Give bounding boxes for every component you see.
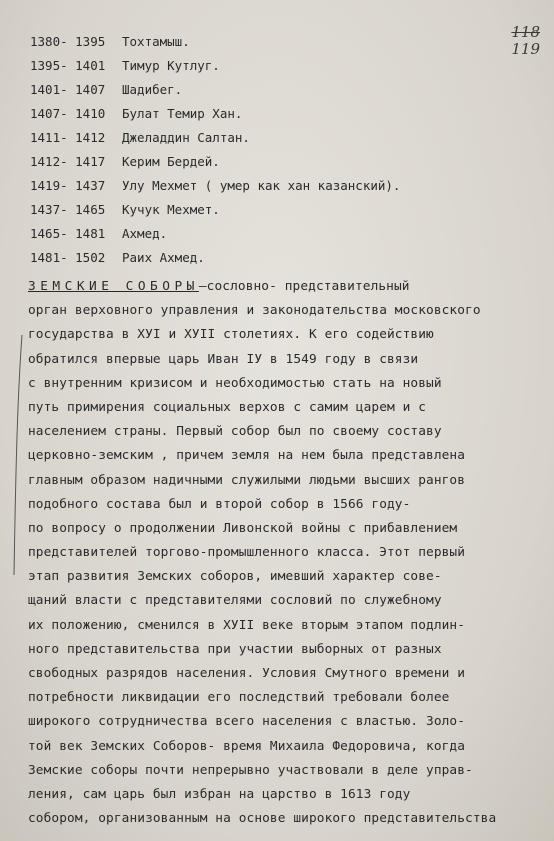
ruler-list bbox=[30, 30, 400, 270]
article-body bbox=[28, 275, 538, 831]
article-heading: ЗЕМСКИЕ СОБОРЫ bbox=[28, 279, 199, 294]
article-line: главным образом надичными служилыми людьми высших рангов bbox=[28, 472, 466, 488]
article-line: ЗЕМСКИЕ СОБОРЫ—сословно- представительный bbox=[28, 279, 410, 294]
article-line: представителей торгово-промышленного класса. Этот первый bbox=[28, 545, 466, 561]
article-line: населением страны. Первый собор был по своему составу bbox=[28, 424, 442, 440]
article-line: их положению, сменился в ХУII веке вторым этапом подлин- bbox=[28, 617, 466, 633]
struck-page-number: 118 bbox=[511, 23, 540, 41]
article-line: подобного состава был и второй собор в 1566 году- bbox=[28, 496, 411, 512]
ruler-row: 1380- 1395 Тохтамыш. bbox=[30, 34, 190, 49]
ruler-row: 1465- 1481 Ахмед. bbox=[30, 226, 168, 241]
article-line: церковно-земским , причем земля на нем была представлена bbox=[28, 448, 466, 464]
ruler-row: 1419- 1437 Улу Мехмет ( умер как хан казанский). bbox=[30, 178, 401, 193]
article-line: этап развития Земских соборов, имевший характер сове- bbox=[28, 569, 442, 585]
article-line: путь примирения социальных верхов с самим царем и с bbox=[28, 399, 427, 415]
article-line: обратился впервые царь Иван IУ в 1549 году в связи bbox=[28, 351, 419, 367]
current-page-number: 119 bbox=[511, 40, 540, 58]
article-line: Земские соборы почти непрерывно участвовали в деле управ- bbox=[28, 762, 473, 778]
ruler-row: 1407- 1410 Булат Темир Хан. bbox=[30, 106, 243, 121]
margin-pencil-mark bbox=[10, 330, 30, 580]
article-line: государства в ХУI и ХУII столетиях. К его содействию bbox=[28, 327, 434, 343]
article-line: щаний власти с представителями сословий по служебному bbox=[28, 593, 442, 609]
article-line: орган верховного управления и законодательства московского bbox=[28, 303, 481, 319]
article-line: ного представительства при участии выборных от разных bbox=[28, 641, 442, 657]
ruler-row: 1437- 1465 Кучук Мехмет. bbox=[30, 202, 220, 217]
ruler-row: 1395- 1401 Тимур Кутлуг. bbox=[30, 58, 220, 73]
article-line: по вопросу о продолжении Ливонской войны с прибавлением bbox=[28, 520, 458, 536]
ruler-row: 1411- 1412 Джеладдин Салтан. bbox=[30, 130, 250, 145]
article-line: потребности ликвидации его последствий требовали более bbox=[28, 690, 450, 706]
article-line: ления, сам царь был избран на царство в 1613 году bbox=[28, 786, 411, 802]
article-line: свободных разрядов населения. Условия Смутного времени и bbox=[28, 666, 466, 681]
article-line: собором, организованным на основе широкого представительства bbox=[28, 811, 497, 827]
ruler-row: 1401- 1407 Шадибег. bbox=[30, 82, 183, 97]
page-number bbox=[511, 24, 540, 58]
article-line: широкого сотрудничества всего населения с властью. Золо- bbox=[28, 714, 466, 730]
article-line: с внутренним кризисом и необходимостью стать на новый bbox=[28, 375, 442, 391]
article-line: той век Земских Соборов- время Михаила Федоровича, когда bbox=[28, 738, 466, 754]
ruler-row: 1481- 1502 Раих Ахмед. bbox=[30, 250, 205, 265]
ruler-row: 1412- 1417 Керим Бердей. bbox=[30, 154, 220, 169]
